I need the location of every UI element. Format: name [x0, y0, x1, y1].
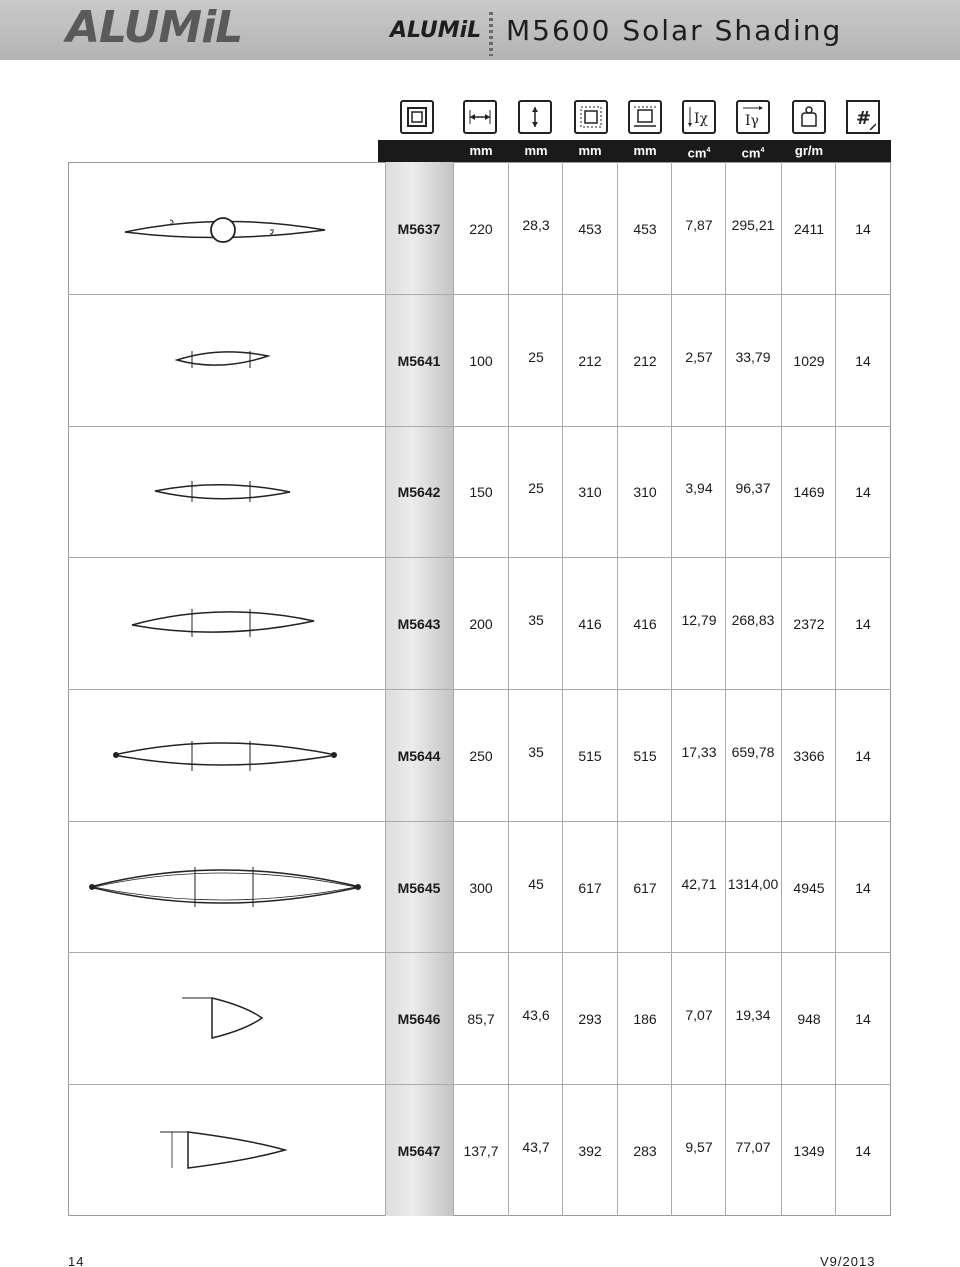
inertia-ix-icon: [682, 100, 716, 134]
alumil-logo-small: ALUMiL: [390, 18, 482, 43]
unit-label: mm: [469, 143, 493, 158]
table-cell: 617: [578, 879, 602, 896]
version-label: V9/2013: [820, 1254, 876, 1267]
table-cell: 212: [578, 352, 602, 369]
profile-drawing-m5643: [70, 559, 383, 687]
profile-code: M5644: [397, 747, 441, 764]
row-divider: [68, 821, 891, 822]
table-cell: 659,78: [731, 743, 775, 760]
row-divider: [68, 1084, 891, 1085]
table-cell: 283: [633, 1143, 657, 1160]
table-cell: 7,07: [685, 1007, 713, 1024]
profile-code: M5642: [397, 484, 441, 501]
unit-label: mm: [578, 143, 602, 158]
table-cell: 453: [633, 220, 657, 237]
table-cell: 300: [469, 879, 493, 896]
table-cell: 43,6: [522, 1007, 550, 1024]
table-cell: 1314,00: [727, 875, 779, 892]
svg-text:Iχ: Iχ: [694, 111, 709, 127]
page-title: M5600 Solar Shading: [506, 14, 843, 47]
table-cell: 617: [633, 879, 657, 896]
unit-label: mm: [633, 143, 657, 158]
profile-drawing-m5637: [70, 164, 383, 292]
width-arrows-icon: [463, 100, 497, 134]
table-cell: 250: [469, 747, 493, 764]
table-cell: 1349: [793, 1143, 825, 1160]
table-cell: 4945: [793, 879, 825, 896]
table-cell: 416: [578, 616, 602, 633]
table-cell: 3366: [793, 747, 825, 764]
table-cell: 43,7: [522, 1139, 550, 1156]
table-cell: 33,79: [735, 348, 771, 365]
table-cell: 1469: [793, 484, 825, 501]
table-cell: 14: [855, 616, 871, 633]
profile-drawing-m5642: [70, 428, 383, 556]
unit-label: mm: [524, 143, 548, 158]
profile-drawing-m5645: [70, 823, 383, 951]
height-arrows-icon: [518, 100, 552, 134]
table-cell: 137,7: [463, 1143, 499, 1160]
frame-bottom-icon: [628, 100, 662, 134]
table-cell: 42,71: [681, 875, 717, 892]
profile-code: M5646: [397, 1011, 441, 1028]
alumil-logo: ALUMiL: [66, 2, 243, 53]
table-cell: 77,07: [735, 1139, 771, 1156]
table-cell: 268,83: [731, 612, 775, 629]
unit-label: $cm^4$: [687, 145, 711, 161]
frame-square-icon: [400, 100, 434, 134]
table-cell: 14: [855, 352, 871, 369]
table-cell: 100: [469, 352, 493, 369]
table-cell: 150: [469, 484, 493, 501]
profile-code: M5641: [397, 352, 441, 369]
unit-label: gr/m: [794, 143, 824, 158]
table-cell: 515: [633, 747, 657, 764]
table-cell: 14: [855, 1143, 871, 1160]
quantity-hash-icon: [846, 100, 880, 134]
table-cell: 220: [469, 220, 493, 237]
row-divider: [68, 557, 891, 558]
table-cell: 14: [855, 879, 871, 896]
table-cell: 35: [528, 612, 544, 629]
row-divider: [68, 952, 891, 953]
table-cell: 2,57: [685, 348, 713, 365]
table-cell: 293: [578, 1011, 602, 1028]
table-cell: 200: [469, 616, 493, 633]
inner-frame-dashed-icon: [574, 100, 608, 134]
profile-drawing-m5644: [70, 691, 383, 819]
table-cell: 212: [633, 352, 657, 369]
table-cell: 14: [855, 220, 871, 237]
table-cell: 416: [633, 616, 657, 633]
table-cell: 14: [855, 747, 871, 764]
table-cell: 14: [855, 1011, 871, 1028]
table-cell: 948: [797, 1011, 821, 1028]
table-cell: 2372: [793, 616, 825, 633]
table-cell: 25: [528, 480, 544, 497]
table-cell: 453: [578, 220, 602, 237]
table-cell: 186: [633, 1011, 657, 1028]
table-cell: 310: [633, 484, 657, 501]
table-cell: 25: [528, 348, 544, 365]
table-cell: 85,7: [467, 1011, 495, 1028]
table-cell: 12,79: [681, 612, 717, 629]
table-cell: 35: [528, 743, 544, 760]
profile-code: M5643: [397, 616, 441, 633]
row-divider: [68, 294, 891, 295]
table-cell: 17,33: [681, 743, 717, 760]
row-divider: [68, 689, 891, 690]
table-cell: 310: [578, 484, 602, 501]
weight-icon: [792, 100, 826, 134]
inertia-iy-icon: [736, 100, 770, 134]
table-cell: 28,3: [522, 216, 550, 233]
profile-code: M5637: [397, 220, 441, 237]
table-cell: 7,87: [685, 216, 713, 233]
profile-code: M5647: [397, 1143, 441, 1160]
svg-text:#: #: [856, 108, 872, 129]
table-cell: 14: [855, 484, 871, 501]
table-cell: 515: [578, 747, 602, 764]
table-cell: 1029: [793, 352, 825, 369]
table-cell: 96,37: [735, 480, 771, 497]
table-cell: 3,94: [685, 480, 713, 497]
table-cell: 45: [528, 875, 544, 892]
table-cell: 2411: [793, 220, 825, 237]
svg-text:Iγ: Iγ: [745, 113, 759, 129]
header-divider: [489, 12, 493, 56]
profile-code: M5645: [397, 879, 441, 896]
table-cell: 9,57: [685, 1139, 713, 1156]
page-header: [0, 0, 960, 60]
table-cell: 392: [578, 1143, 602, 1160]
profile-drawing-m5647: [70, 1086, 383, 1214]
unit-label: $cm^4$: [741, 145, 765, 161]
profile-drawing-m5646: [70, 954, 383, 1082]
page-number: 14: [68, 1254, 85, 1267]
profile-drawing-m5641: [70, 296, 383, 424]
table-cell: 19,34: [735, 1007, 771, 1024]
table-cell: 295,21: [731, 216, 775, 233]
row-divider: [68, 426, 891, 427]
